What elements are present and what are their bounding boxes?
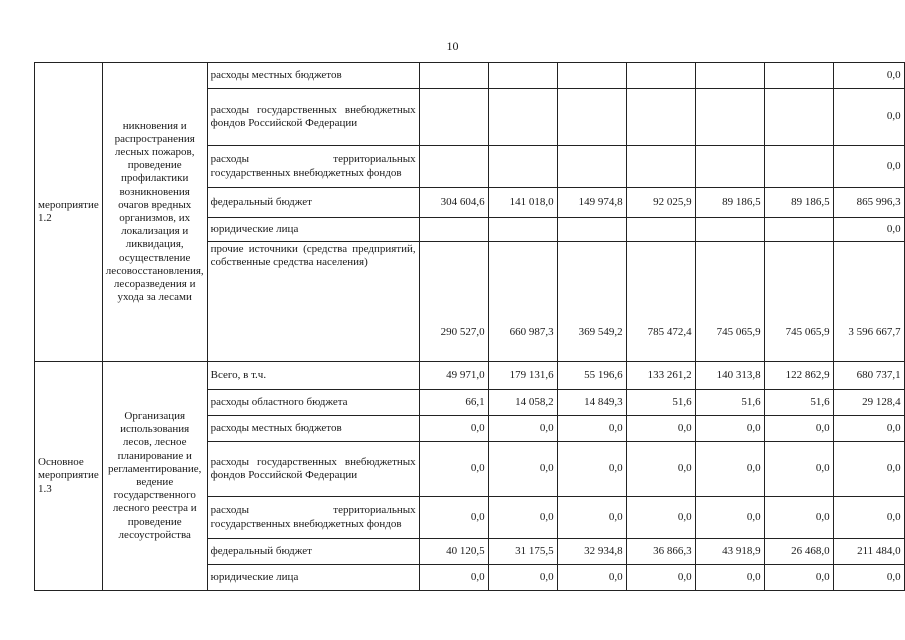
value-cell: 0,0	[557, 497, 626, 539]
funding-source: расходы территориальных государственных внебюджетных фондов	[207, 497, 419, 539]
value-cell	[488, 146, 557, 188]
value-cell: 0,0	[695, 565, 764, 591]
funding-source: юридические лица	[207, 218, 419, 242]
value-cell	[488, 63, 557, 89]
value-cell	[626, 63, 695, 89]
measure-description: Организация использования лесов, лесное планирование и регламентирование, ведение государственного лесного реестра и проведение лесоустройства	[102, 362, 207, 591]
value-cell: 0,0	[626, 497, 695, 539]
value-cell: 49 971,0	[419, 362, 488, 390]
value-cell	[764, 146, 833, 188]
value-cell	[419, 63, 488, 89]
value-cell: 179 131,6	[488, 362, 557, 390]
value-cell: 660 987,3	[488, 242, 557, 362]
value-cell: 89 186,5	[764, 188, 833, 218]
value-cell	[557, 218, 626, 242]
funding-source: юридические лица	[207, 565, 419, 591]
total-cell: 29 128,4	[833, 390, 904, 416]
measure-name: мероприятие 1.2	[35, 63, 103, 362]
value-cell: 43 918,9	[695, 539, 764, 565]
value-cell	[488, 218, 557, 242]
value-cell: 0,0	[764, 497, 833, 539]
value-cell: 92 025,9	[626, 188, 695, 218]
table-row	[35, 362, 905, 390]
value-cell: 290 527,0	[419, 242, 488, 362]
value-cell: 0,0	[419, 416, 488, 442]
value-cell	[557, 63, 626, 89]
value-cell	[764, 63, 833, 89]
value-cell	[695, 218, 764, 242]
value-cell: 0,0	[626, 442, 695, 497]
measure-name: Основное мероприятие 1.3	[35, 362, 103, 591]
total-cell: 680 737,1	[833, 362, 904, 390]
funding-table	[34, 62, 905, 591]
total-cell: 0,0	[833, 89, 904, 146]
value-cell: 51,6	[695, 390, 764, 416]
value-cell: 14 849,3	[557, 390, 626, 416]
value-cell: 122 862,9	[764, 362, 833, 390]
value-cell: 0,0	[488, 497, 557, 539]
funding-source: расходы государственных внебюджетных фондов Российской Федерации	[207, 442, 419, 497]
total-cell: 3 596 667,7	[833, 242, 904, 362]
total-cell: 0,0	[833, 146, 904, 188]
value-cell: 785 472,4	[626, 242, 695, 362]
funding-source: федеральный бюджет	[207, 539, 419, 565]
value-cell	[557, 89, 626, 146]
value-cell: 0,0	[419, 497, 488, 539]
value-cell	[557, 146, 626, 188]
funding-source: расходы местных бюджетов	[207, 416, 419, 442]
value-cell: 32 934,8	[557, 539, 626, 565]
total-cell: 0,0	[833, 497, 904, 539]
value-cell: 369 549,2	[557, 242, 626, 362]
value-cell	[764, 218, 833, 242]
value-cell	[626, 146, 695, 188]
value-cell	[695, 63, 764, 89]
value-cell: 0,0	[695, 416, 764, 442]
total-cell: 0,0	[833, 63, 904, 89]
funding-source: расходы государственных внебюджетных фондов Российской Федерации	[207, 89, 419, 146]
value-cell: 51,6	[626, 390, 695, 416]
value-cell: 40 120,5	[419, 539, 488, 565]
funding-source: расходы территориальных государственных внебюджетных фондов	[207, 146, 419, 188]
value-cell: 0,0	[764, 565, 833, 591]
value-cell: 51,6	[764, 390, 833, 416]
total-cell: 865 996,3	[833, 188, 904, 218]
value-cell: 0,0	[626, 565, 695, 591]
funding-source: федеральный бюджет	[207, 188, 419, 218]
value-cell: 0,0	[626, 416, 695, 442]
funding-source: Всего, в т.ч.	[207, 362, 419, 390]
value-cell: 0,0	[488, 416, 557, 442]
value-cell: 14 058,2	[488, 390, 557, 416]
value-cell: 304 604,6	[419, 188, 488, 218]
value-cell	[419, 89, 488, 146]
value-cell: 0,0	[557, 442, 626, 497]
value-cell: 0,0	[419, 442, 488, 497]
value-cell: 0,0	[764, 416, 833, 442]
value-cell	[419, 218, 488, 242]
value-cell: 149 974,8	[557, 188, 626, 218]
value-cell: 66,1	[419, 390, 488, 416]
value-cell: 0,0	[419, 565, 488, 591]
funding-source: расходы областного бюджета	[207, 390, 419, 416]
value-cell: 133 261,2	[626, 362, 695, 390]
value-cell	[419, 146, 488, 188]
value-cell: 0,0	[557, 565, 626, 591]
total-cell: 0,0	[833, 416, 904, 442]
value-cell: 36 866,3	[626, 539, 695, 565]
value-cell	[695, 146, 764, 188]
value-cell: 0,0	[695, 442, 764, 497]
value-cell: 89 186,5	[695, 188, 764, 218]
value-cell: 0,0	[557, 416, 626, 442]
value-cell: 141 018,0	[488, 188, 557, 218]
value-cell: 745 065,9	[764, 242, 833, 362]
funding-source: прочие источники (средства предприятий, собственные средства населения)	[207, 242, 419, 362]
value-cell: 55 196,6	[557, 362, 626, 390]
value-cell	[626, 89, 695, 146]
total-cell: 211 484,0	[833, 539, 904, 565]
funding-source: расходы местных бюджетов	[207, 63, 419, 89]
table-row	[35, 63, 905, 89]
value-cell: 26 468,0	[764, 539, 833, 565]
value-cell	[764, 89, 833, 146]
total-cell: 0,0	[833, 565, 904, 591]
value-cell: 0,0	[695, 497, 764, 539]
value-cell: 31 175,5	[488, 539, 557, 565]
value-cell	[488, 89, 557, 146]
value-cell: 0,0	[764, 442, 833, 497]
value-cell: 140 313,8	[695, 362, 764, 390]
page-number: 10	[446, 39, 459, 53]
total-cell: 0,0	[833, 442, 904, 497]
total-cell: 0,0	[833, 218, 904, 242]
value-cell: 0,0	[488, 442, 557, 497]
value-cell: 0,0	[488, 565, 557, 591]
funding-table-body	[35, 63, 905, 591]
value-cell	[695, 89, 764, 146]
value-cell	[626, 218, 695, 242]
value-cell: 745 065,9	[695, 242, 764, 362]
measure-description: никновения и распространения лесных пожаров, проведение профилактики возникновения очагов вредных организмов, их локализация и ликвидация, осуществление лесовосстановления, лесоразведения и ухода за лесами	[102, 63, 207, 362]
